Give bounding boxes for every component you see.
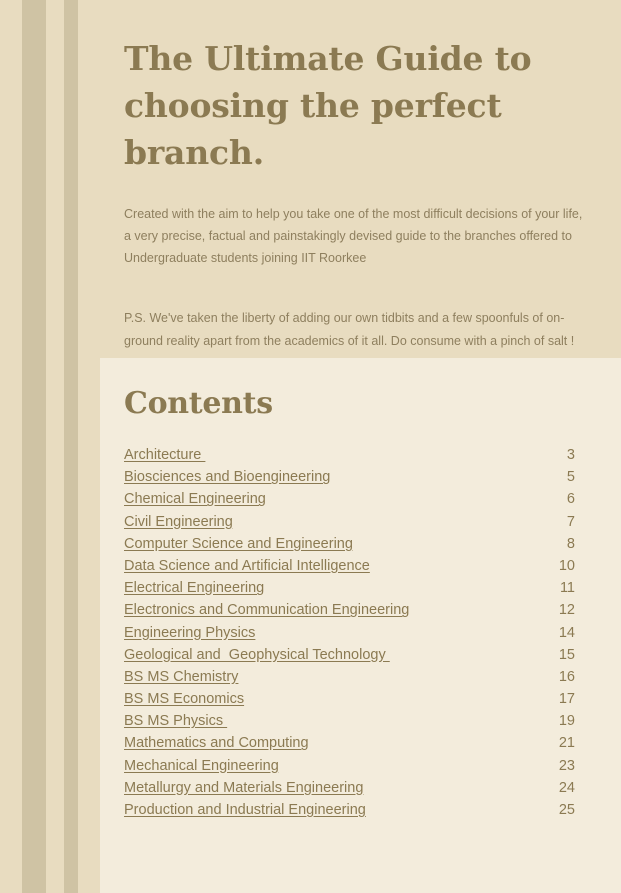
toc-entry-page: 6 — [566, 491, 575, 508]
toc-entry-label[interactable]: Production and Industrial Engineering — [124, 802, 366, 818]
toc-entry-label[interactable]: Metallurgy and Materials Engineering — [124, 779, 364, 796]
toc-entry-page: 15 — [558, 646, 575, 663]
toc-entry-page: 25 — [558, 802, 575, 818]
table-of-contents — [124, 447, 581, 818]
list-item[interactable] — [124, 536, 581, 552]
toc-entry-page: 14 — [558, 624, 575, 641]
contents-panel — [100, 358, 621, 893]
toc-entry-page: 7 — [566, 513, 575, 530]
list-item[interactable] — [124, 580, 581, 596]
toc-entry-label[interactable]: Data Science and Artificial Intelligence — [124, 557, 370, 574]
decorative-stripe-2 — [22, 0, 46, 893]
toc-entry-page: 5 — [566, 469, 575, 486]
toc-entry-label[interactable]: BS MS Chemistry — [124, 668, 239, 685]
toc-entry-page: 3 — [566, 447, 575, 463]
decorative-stripe-3 — [46, 0, 64, 893]
list-item[interactable] — [124, 602, 581, 618]
toc-entry-label[interactable]: Electronics and Communication Engineering — [124, 602, 410, 619]
toc-entry-label[interactable]: Biosciences and Bioengineering — [124, 469, 331, 486]
toc-entry-page: 8 — [566, 535, 575, 552]
toc-entry-label[interactable]: Electrical Engineering — [124, 580, 265, 597]
toc-entry-page: 23 — [558, 757, 575, 774]
toc-entry-label[interactable]: Architecture — [124, 447, 206, 463]
page-title: The Ultimate Guide to choosing the perfect branch. — [124, 39, 532, 172]
toc-entry-page: 12 — [558, 602, 575, 619]
list-item[interactable] — [124, 802, 581, 818]
list-item[interactable] — [124, 735, 581, 751]
toc-entry-label[interactable]: Engineering Physics — [124, 624, 256, 641]
list-item[interactable] — [124, 669, 581, 685]
toc-entry-label[interactable]: Geological and Geophysical Technology — [124, 646, 390, 663]
list-item[interactable] — [124, 758, 581, 774]
list-item[interactable] — [124, 780, 581, 796]
toc-entry-page: 24 — [558, 779, 575, 796]
list-item[interactable] — [124, 447, 581, 463]
toc-entry-label[interactable]: Civil Engineering — [124, 513, 233, 530]
toc-entry-page: 11 — [559, 580, 575, 597]
hero-description: Created with the aim to help you take one of the most difficult decisions of your life, a very precise, factual and painstakingly devised guide to the branches offered to Undergraduate students joining IIT Roorkee — [124, 206, 583, 266]
decorative-stripe-1 — [0, 0, 22, 893]
list-item[interactable] — [124, 713, 581, 729]
toc-entry-label[interactable]: Chemical Engineering — [124, 491, 266, 508]
toc-entry-page: 10 — [558, 557, 575, 574]
toc-entry-page: 17 — [558, 691, 575, 708]
decorative-stripe-5 — [78, 0, 100, 893]
hero-section — [100, 0, 621, 358]
toc-entry-page: 19 — [558, 713, 575, 730]
toc-entry-label[interactable]: BS MS Physics — [124, 713, 228, 730]
toc-entry-page: 21 — [558, 735, 575, 752]
contents-heading: Contents — [124, 386, 273, 421]
toc-entry-page: 16 — [558, 668, 575, 685]
list-item[interactable] — [124, 469, 581, 485]
list-item[interactable] — [124, 491, 581, 507]
decorative-stripe-4 — [64, 0, 78, 893]
list-item[interactable] — [124, 558, 581, 574]
toc-entry-label[interactable]: Computer Science and Engineering — [124, 535, 353, 552]
toc-entry-label[interactable]: Mathematics and Computing — [124, 735, 309, 752]
toc-entry-label[interactable]: Mechanical Engineering — [124, 757, 279, 774]
list-item[interactable] — [124, 691, 581, 707]
toc-entry-label[interactable]: BS MS Economics — [124, 691, 245, 708]
list-item[interactable] — [124, 514, 581, 530]
list-item[interactable] — [124, 625, 581, 641]
hero-postscript: P.S. We've taken the liberty of adding our own tidbits and a few spoonfuls of on-ground reality apart from the academics of it all. Do consume with a pinch of salt ! — [124, 311, 575, 348]
list-item[interactable] — [124, 647, 581, 663]
